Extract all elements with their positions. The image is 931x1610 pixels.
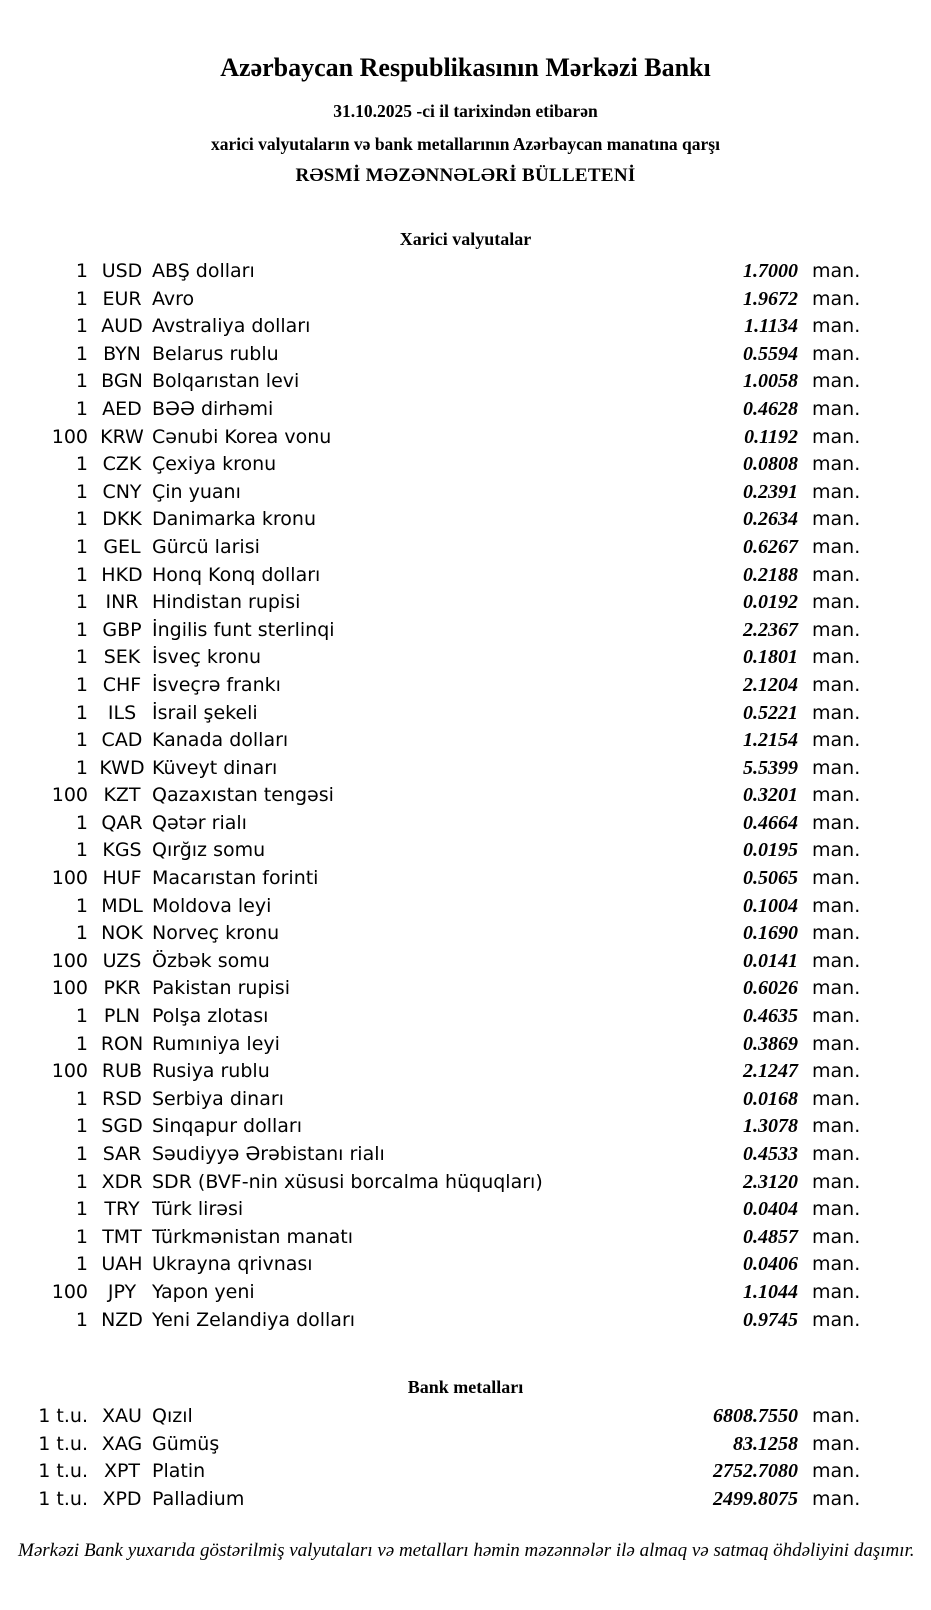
currency-row <box>0 1113 931 1141</box>
currency-unit-label: man. <box>812 508 861 531</box>
metal-code: XAU <box>102 1405 142 1427</box>
currency-quantity: 100 <box>51 949 88 972</box>
currency-quantity: 1 <box>75 1115 88 1138</box>
currency-unit-label: man. <box>812 977 861 1000</box>
currency-rate: 1.1044 <box>743 1280 798 1303</box>
currency-code: XDR <box>101 1170 143 1193</box>
currency-code: USD <box>101 260 143 282</box>
currency-quantity: 100 <box>51 784 88 807</box>
currency-row <box>0 1307 931 1335</box>
currency-code: KZT <box>103 784 141 807</box>
currency-row <box>0 1003 931 1031</box>
currency-row <box>0 506 931 534</box>
currency-name: Çin yuanı <box>152 480 241 503</box>
currency-quantity: 100 <box>51 977 88 1000</box>
currency-code: AUD <box>101 315 143 338</box>
metal-code: XPD <box>102 1487 142 1510</box>
currency-rate: 2.3120 <box>743 1170 798 1193</box>
currency-code: MDL <box>101 894 143 917</box>
currency-rate: 0.4635 <box>743 1005 798 1028</box>
currency-unit-label: man. <box>812 1170 861 1193</box>
currency-row <box>0 920 931 948</box>
currency-rate: 0.1801 <box>743 646 798 669</box>
currency-row <box>0 837 931 865</box>
currency-code: QAR <box>101 811 143 834</box>
currency-unit-label: man. <box>812 397 861 420</box>
currency-quantity: 1 <box>75 315 88 338</box>
currency-code: CNY <box>102 480 142 503</box>
currency-quantity: 1 <box>75 618 88 641</box>
currency-row <box>0 865 931 893</box>
currency-row <box>0 368 931 396</box>
currency-unit-label: man. <box>812 922 861 945</box>
currency-rate-table <box>0 258 931 1334</box>
metal-unit-label: man. <box>812 1487 861 1510</box>
currency-code: TRY <box>104 1198 140 1221</box>
currency-row <box>0 975 931 1003</box>
currency-name: Rumıniya leyi <box>152 1032 280 1055</box>
currency-name: Ukrayna qrivnası <box>152 1253 313 1276</box>
currency-code: KGS <box>102 839 142 862</box>
currency-code: NOK <box>101 922 143 945</box>
currency-rate: 0.0808 <box>743 453 798 476</box>
currency-unit-label: man. <box>812 894 861 917</box>
foreign-currencies-heading: Xarici valyutalar <box>399 229 532 249</box>
currency-code: BGN <box>101 370 143 393</box>
currency-rate: 0.4664 <box>743 811 798 834</box>
metal-row <box>0 1458 931 1486</box>
currency-unit-label: man. <box>812 1280 861 1303</box>
currency-row <box>0 1031 931 1059</box>
currency-quantity: 1 <box>75 839 88 862</box>
currency-quantity: 1 <box>75 701 88 724</box>
currency-code: SAR <box>102 1143 142 1165</box>
currency-name: Türk lirəsi <box>152 1198 244 1221</box>
currency-quantity: 1 <box>75 370 88 393</box>
currency-row <box>0 1224 931 1252</box>
currency-code: KWD <box>99 756 145 779</box>
currency-quantity: 1 <box>75 894 88 917</box>
metal-rate-table <box>0 1403 931 1513</box>
currency-rate: 0.6026 <box>743 977 798 1000</box>
currency-unit-label: man. <box>812 646 861 669</box>
currency-quantity: 1 <box>75 397 88 420</box>
currency-quantity: 1 <box>75 480 88 503</box>
currency-code: KRW <box>100 425 144 448</box>
currency-quantity: 100 <box>51 425 88 448</box>
currency-code: PKR <box>103 977 141 1000</box>
currency-code: TMT <box>102 1225 142 1248</box>
currency-unit-label: man. <box>812 1115 861 1138</box>
currency-row <box>0 589 931 617</box>
currency-row <box>0 700 931 728</box>
metal-rate: 2752.7080 <box>713 1460 798 1483</box>
currency-unit-label: man. <box>812 563 861 586</box>
currency-row <box>0 424 931 452</box>
currency-quantity: 1 <box>75 342 88 365</box>
currency-code: GEL <box>103 535 141 558</box>
currency-unit-label: man. <box>812 673 861 696</box>
currency-name: Çexiya kronu <box>152 453 277 476</box>
currency-name: İngilis funt sterlinqi <box>152 618 335 641</box>
currency-name: ABŞ dolları <box>152 260 255 282</box>
currency-unit-label: man. <box>812 949 861 972</box>
currency-quantity: 1 <box>75 453 88 476</box>
metal-rate: 83.1258 <box>733 1432 798 1455</box>
currency-quantity: 1 <box>75 646 88 669</box>
currency-name: Özbək somu <box>152 949 270 972</box>
metal-row <box>0 1486 931 1514</box>
currency-row <box>0 562 931 590</box>
currency-name: Qazaxıstan tengəsi <box>152 784 334 807</box>
currency-row <box>0 1279 931 1307</box>
currency-rate: 0.4857 <box>743 1225 798 1248</box>
currency-unit-label: man. <box>812 1308 861 1331</box>
effective-date-line: 31.10.2025 -ci il tarixindən etibarən <box>333 101 598 121</box>
currency-row <box>0 727 931 755</box>
currency-rate: 0.5221 <box>743 701 798 724</box>
currency-row <box>0 1169 931 1197</box>
metal-rate: 6808.7550 <box>713 1405 798 1427</box>
currency-rate: 2.1204 <box>743 673 798 696</box>
currency-name: Polşa zlotası <box>152 1005 269 1028</box>
currency-code: EUR <box>102 287 142 310</box>
currency-name: Pakistan rupisi <box>152 977 290 1000</box>
bank-name-title: Azərbaycan Respublikasının Mərkəzi Bankı <box>220 53 711 82</box>
metal-quantity: 1 t.u. <box>38 1487 88 1510</box>
currency-rate: 0.2188 <box>743 563 798 586</box>
currency-quantity: 100 <box>51 1280 88 1303</box>
currency-name: Yapon yeni <box>152 1280 255 1303</box>
metal-quantity: 1 t.u. <box>38 1460 88 1483</box>
currency-rate: 0.3869 <box>743 1032 798 1055</box>
currency-code: CHF <box>102 673 142 696</box>
currency-unit-label: man. <box>812 287 861 310</box>
currency-code: CAD <box>101 729 143 752</box>
currency-unit-label: man. <box>812 370 861 393</box>
currency-name: Kanada dolları <box>152 729 289 752</box>
currency-quantity: 1 <box>75 922 88 945</box>
currency-row <box>0 948 931 976</box>
metal-row <box>0 1403 931 1431</box>
currency-rate: 0.1690 <box>743 922 798 945</box>
currency-unit-label: man. <box>812 1060 861 1083</box>
currency-name: Səudiyyə Ərəbistanı rialı <box>152 1143 385 1165</box>
metal-name: Platin <box>152 1460 206 1483</box>
currency-rate: 0.0192 <box>743 591 798 614</box>
currency-quantity: 1 <box>75 591 88 614</box>
currency-row <box>0 258 931 286</box>
currency-rate: 0.5065 <box>743 867 798 890</box>
currency-unit-label: man. <box>812 867 861 890</box>
currency-code: AED <box>102 397 142 420</box>
currency-row <box>0 479 931 507</box>
currency-unit-label: man. <box>812 535 861 558</box>
currency-quantity: 1 <box>75 1308 88 1331</box>
metal-unit-label: man. <box>812 1460 861 1483</box>
currency-unit-label: man. <box>812 1032 861 1055</box>
currency-name: Avro <box>152 287 195 310</box>
currency-unit-label: man. <box>812 1143 861 1165</box>
disclaimer-text: Mərkəzi Bank yuxarıda göstərilmiş valyutaları və metalları həmin məzənnələr ilə almaq və satmaq öhdəliyini daşımır. <box>18 1540 915 1561</box>
currency-row <box>0 341 931 369</box>
currency-unit-label: man. <box>812 1253 861 1276</box>
currency-name: Moldova leyi <box>152 894 272 917</box>
currency-name: Avstraliya dolları <box>152 315 311 338</box>
currency-rate: 0.2391 <box>743 480 798 503</box>
currency-code: GBP <box>102 618 142 641</box>
currency-unit-label: man. <box>812 480 861 503</box>
currency-row <box>0 286 931 314</box>
currency-unit-label: man. <box>812 591 861 614</box>
currency-unit-label: man. <box>812 729 861 752</box>
currency-unit-label: man. <box>812 701 861 724</box>
subject-line: xarici valyutaların və bank metallarının Azərbaycan manatına qarşı <box>211 134 720 154</box>
currency-unit-label: man. <box>812 453 861 476</box>
currency-unit-label: man. <box>812 1225 861 1248</box>
currency-code: UZS <box>102 949 142 972</box>
currency-name: Rusiya rublu <box>152 1060 270 1083</box>
currency-name: Yeni Zelandiya dolları <box>152 1308 356 1331</box>
currency-code: PLN <box>103 1005 141 1028</box>
currency-quantity: 1 <box>75 1143 88 1165</box>
metal-code: XAG <box>101 1432 143 1455</box>
currency-name: Türkmənistan manatı <box>152 1225 354 1248</box>
currency-row <box>0 755 931 783</box>
currency-quantity: 1 <box>75 287 88 310</box>
metal-name: Palladium <box>152 1487 245 1510</box>
currency-quantity: 100 <box>51 1060 88 1083</box>
currency-name: Qətər rialı <box>152 811 247 834</box>
metal-name: Gümüş <box>152 1432 220 1455</box>
currency-row <box>0 893 931 921</box>
bulletin-title: RƏSMİ MƏZƏNNƏLƏRİ BÜLLETENİ <box>295 165 636 186</box>
currency-quantity: 1 <box>75 563 88 586</box>
currency-unit-label: man. <box>812 811 861 834</box>
currency-row <box>0 1086 931 1114</box>
currency-row <box>0 782 931 810</box>
currency-unit-label: man. <box>812 1087 861 1110</box>
currency-quantity: 1 <box>75 535 88 558</box>
metal-unit-label: man. <box>812 1405 861 1427</box>
currency-unit-label: man. <box>812 839 861 862</box>
currency-row <box>0 534 931 562</box>
currency-quantity: 100 <box>51 867 88 890</box>
currency-quantity: 1 <box>75 1170 88 1193</box>
currency-rate: 0.6267 <box>743 535 798 558</box>
currency-rate: 2.1247 <box>743 1060 798 1083</box>
bank-metals-heading: Bank metalları <box>407 1377 524 1397</box>
currency-row <box>0 1058 931 1086</box>
currency-row <box>0 451 931 479</box>
currency-rate: 1.1134 <box>744 315 798 338</box>
currency-code: CZK <box>102 453 142 476</box>
currency-row <box>0 1196 931 1224</box>
currency-name: Honq Konq dolları <box>152 563 321 586</box>
currency-rate: 1.9672 <box>743 287 798 310</box>
currency-rate: 5.5399 <box>743 756 798 779</box>
currency-quantity: 1 <box>75 260 88 282</box>
currency-quantity: 1 <box>75 508 88 531</box>
currency-row <box>0 396 931 424</box>
currency-rate: 0.1004 <box>743 894 798 917</box>
currency-code: BYN <box>103 342 141 365</box>
currency-name: Macarıstan forinti <box>152 867 319 890</box>
currency-code: RUB <box>101 1060 143 1083</box>
currency-unit-label: man. <box>812 1005 861 1028</box>
currency-rate: 1.0058 <box>743 370 798 393</box>
currency-rate: 0.1192 <box>744 425 798 448</box>
currency-code: SEK <box>103 646 141 669</box>
currency-code: INR <box>105 591 139 614</box>
currency-code: DKK <box>102 508 142 531</box>
currency-row <box>0 617 931 645</box>
currency-name: İsrail şekeli <box>152 701 258 724</box>
currency-row <box>0 1251 931 1279</box>
currency-row <box>0 810 931 838</box>
currency-name: Bolqarıstan levi <box>152 370 300 393</box>
currency-rate: 0.3201 <box>743 784 798 807</box>
currency-row <box>0 644 931 672</box>
currency-quantity: 1 <box>75 1005 88 1028</box>
currency-quantity: 1 <box>75 1087 88 1110</box>
currency-rate: 0.4628 <box>743 397 798 420</box>
currency-name: İsveç kronu <box>152 646 262 669</box>
currency-unit-label: man. <box>812 342 861 365</box>
currency-code: NZD <box>101 1308 143 1331</box>
currency-rate: 1.2154 <box>743 729 798 752</box>
currency-name: SDR (BVF-nin xüsusi borcalma hüquqları) <box>152 1170 543 1193</box>
currency-code: RSD <box>102 1087 142 1110</box>
currency-rate: 1.7000 <box>743 260 798 282</box>
currency-rate: 0.2634 <box>743 508 798 531</box>
currency-unit-label: man. <box>812 260 861 282</box>
currency-name: İsveçrə frankı <box>152 673 281 696</box>
currency-code: JPY <box>107 1280 137 1303</box>
currency-code: RON <box>100 1032 144 1055</box>
currency-name: Küveyt dinarı <box>152 756 278 779</box>
currency-quantity: 1 <box>75 1253 88 1276</box>
currency-quantity: 1 <box>75 729 88 752</box>
metal-quantity: 1 t.u. <box>38 1432 88 1455</box>
currency-row <box>0 1141 931 1169</box>
currency-code: UAH <box>101 1253 143 1276</box>
currency-row <box>0 313 931 341</box>
currency-code: HKD <box>101 563 143 586</box>
currency-quantity: 1 <box>75 811 88 834</box>
metal-quantity: 1 t.u. <box>38 1405 88 1427</box>
currency-quantity: 1 <box>75 1225 88 1248</box>
metal-row <box>0 1431 931 1459</box>
currency-name: Belarus rublu <box>152 342 279 365</box>
currency-unit-label: man. <box>812 425 861 448</box>
currency-quantity: 1 <box>75 673 88 696</box>
currency-rate: 0.5594 <box>743 342 798 365</box>
currency-name: Qırğız somu <box>152 839 266 862</box>
metal-code: XPT <box>103 1460 141 1483</box>
currency-rate: 0.0404 <box>743 1198 798 1221</box>
currency-row <box>0 672 931 700</box>
currency-name: Hindistan rupisi <box>152 591 301 614</box>
currency-name: Norveç kronu <box>152 922 280 945</box>
currency-code: ILS <box>107 701 137 724</box>
currency-unit-label: man. <box>812 756 861 779</box>
currency-rate: 0.9745 <box>743 1308 798 1331</box>
metal-rate: 2499.8075 <box>713 1487 798 1510</box>
currency-name: Serbiya dinarı <box>152 1087 284 1110</box>
currency-code: SGD <box>101 1115 143 1138</box>
currency-rate: 1.3078 <box>743 1115 798 1138</box>
currency-name: Gürcü larisi <box>152 535 260 558</box>
currency-name: Danimarka kronu <box>152 508 317 531</box>
currency-quantity: 1 <box>75 1198 88 1221</box>
currency-name: Cənubi Korea vonu <box>152 425 332 448</box>
metal-unit-label: man. <box>812 1432 861 1455</box>
currency-unit-label: man. <box>812 784 861 807</box>
currency-name: BƏƏ dirhəmi <box>152 397 274 420</box>
currency-name: Sinqapur dolları <box>152 1115 303 1138</box>
currency-quantity: 1 <box>75 756 88 779</box>
currency-unit-label: man. <box>812 618 861 641</box>
currency-rate: 0.0406 <box>743 1253 798 1276</box>
currency-rate: 0.4533 <box>743 1143 798 1165</box>
currency-unit-label: man. <box>812 315 861 338</box>
currency-rate: 2.2367 <box>743 618 798 641</box>
currency-rate: 0.0195 <box>743 839 798 862</box>
currency-rate: 0.0141 <box>743 949 798 972</box>
currency-code: HUF <box>102 867 142 890</box>
currency-rate: 0.0168 <box>743 1087 798 1110</box>
metal-name: Qızıl <box>152 1405 193 1427</box>
currency-unit-label: man. <box>812 1198 861 1221</box>
currency-quantity: 1 <box>75 1032 88 1055</box>
